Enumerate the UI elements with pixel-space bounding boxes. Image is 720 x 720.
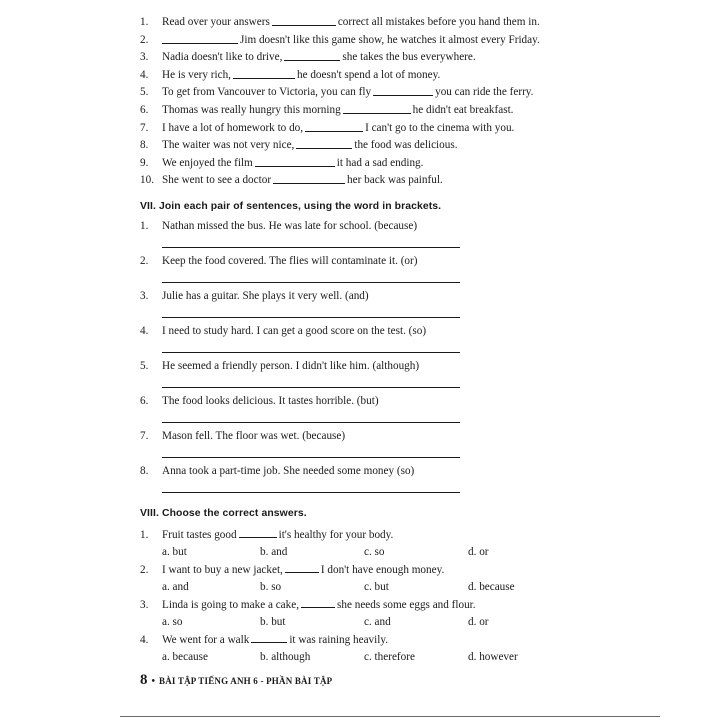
answer-line[interactable] [162,387,460,388]
list-item [140,14,580,32]
list-item [140,32,580,50]
section-7-heading: VII. Join each pair of sentences, using the word in brackets. [140,201,442,212]
item-text: He seemed a friendly person. I didn't like him. (although) [162,360,420,372]
bullet-separator: • [151,676,156,687]
option-c[interactable]: c. therefore [364,650,415,663]
section-7-list [140,219,580,499]
answer-blank[interactable] [273,172,345,184]
answer-line[interactable] [162,492,460,493]
item-number: 5. [140,360,149,372]
page-footer [140,672,332,689]
item-number: 7. [140,430,149,442]
option-d[interactable]: d. because [468,580,515,593]
book-title: BÀI TẬP TIẾNG ANH 6 - PHẦN BÀI TẬP [159,676,333,686]
sentence-start: She went to see a doctor [162,174,272,187]
sentence-start: We enjoyed the film [162,156,253,169]
sentence-start: Fruit tastes good [162,529,237,541]
item-number: 9. [140,156,149,169]
option-a[interactable]: a. but [162,545,187,558]
sentence-start: We went for a walk [162,634,250,646]
item-number: 1. [140,529,149,541]
item-text: The food looks delicious. It tastes horrible. (but) [162,395,379,407]
sentence-start: I have a lot of homework to do, [162,121,304,134]
sentence-start: He is very rich, [162,68,231,81]
sentence-end: Jim doesn't like this game show, he watches it almost every Friday. [240,33,540,46]
sentence-end: correct all mistakes before you hand them in. [337,16,540,28]
option-b[interactable]: b. and [260,545,288,558]
sentence-start: Read over your answers [162,16,270,28]
item-text: Julie has a guitar. She plays it very well. (and) [162,290,369,302]
item-number: 6. [140,103,149,116]
list-item [140,49,580,67]
answer-line[interactable] [162,317,460,318]
option-c[interactable]: c. and [364,615,391,628]
answer-blank[interactable] [301,596,335,608]
item-number: 6. [140,395,149,407]
option-a[interactable]: a. so [162,615,183,628]
item-number: 1. [140,220,149,232]
item-text: Mason fell. The floor was wet. (because) [162,430,346,442]
answer-blank[interactable] [343,102,411,114]
answer-line[interactable] [162,352,460,353]
list-item [140,219,580,254]
item-number: 3. [140,51,149,64]
page-number: 8 [140,672,148,688]
options-row [140,544,580,562]
option-c[interactable]: c. so [364,545,385,558]
sentence-end: I don't have enough money. [320,564,445,576]
item-number: 8. [140,139,149,152]
answer-blank[interactable] [284,49,340,61]
answer-blank[interactable] [239,526,277,538]
sentence-end: she takes the bus everywhere. [342,51,476,64]
sentence-start: Nadia doesn't like to drive, [162,51,283,64]
option-b[interactable]: b. although [260,650,311,663]
option-d[interactable]: d. or [468,545,489,558]
sentence-start: To get from Vancouver to Victoria, you can fly [162,86,372,99]
sentence-end: he didn't eat breakfast. [412,103,514,116]
option-d[interactable]: d. or [468,615,489,628]
item-number: 4. [140,68,149,81]
item-text: Keep the food covered. The flies will contaminate it. (or) [162,255,418,267]
question [140,596,580,614]
answer-line[interactable] [162,282,460,283]
item-number: 7. [140,121,149,134]
option-a[interactable]: a. because [162,650,208,663]
question [140,631,580,649]
answer-blank[interactable] [296,137,352,149]
list-item [140,394,580,429]
sentence-start: Linda is going to make a cake, [162,599,300,611]
item-number: 3. [140,599,149,611]
list-item [140,254,580,289]
list-item [140,120,580,138]
answer-blank[interactable] [272,14,336,26]
options-row [140,649,580,667]
answer-blank[interactable] [251,631,287,643]
section-8-list [140,526,580,666]
item-number: 1. [140,16,149,28]
answer-line[interactable] [162,422,460,423]
list-item [140,324,580,359]
sentence-start: I want to buy a new jacket, [162,564,283,576]
list-item [140,67,580,85]
list-item [140,172,580,190]
list-item [140,84,580,102]
list-item [140,102,580,120]
answer-blank[interactable] [162,32,238,44]
answer-blank[interactable] [233,67,295,79]
list-item [140,429,580,464]
answer-blank[interactable] [305,120,363,132]
answer-blank[interactable] [255,155,335,167]
list-item [140,289,580,324]
sentence-end: it's healthy for your body. [278,529,394,541]
answer-line[interactable] [162,247,460,248]
option-b[interactable]: b. but [260,615,286,628]
sentence-end: the food was delicious. [354,139,458,152]
answer-line[interactable] [162,457,460,458]
list-item [140,359,580,394]
sentence-end: you can ride the ferry. [435,86,534,99]
item-number: 4. [140,634,149,646]
sentence-end: it had a sad ending. [336,156,424,169]
sentence-end: she needs some eggs and flour. [337,599,476,611]
list-item [140,464,580,499]
item-text: Anna took a part-time job. She needed some money (so) [162,465,415,477]
option-b[interactable]: b. so [260,580,282,593]
item-number: 3. [140,290,149,302]
sentence-end: I can't go to the cinema with you. [365,121,515,134]
item-number: 8. [140,465,149,477]
section-6-list [140,14,580,190]
item-text: Nathan missed the bus. He was late for school. (because) [162,220,418,232]
item-number: 10. [140,174,154,187]
question [140,561,580,579]
options-row [140,579,580,597]
list-item [140,137,580,155]
item-number: 5. [140,86,149,99]
sentence-start: The waiter was not very nice, [162,139,295,152]
item-number: 2. [140,564,149,576]
bottom-rule [120,716,660,717]
item-number: 4. [140,325,149,337]
section-8-heading: VIII. Choose the correct answers. [140,508,307,519]
answer-blank[interactable] [373,84,433,96]
item-number: 2. [140,255,149,267]
sentence-end: he doesn't spend a lot of money. [296,68,441,81]
item-number: 2. [140,33,149,46]
options-row [140,614,580,632]
item-text: I need to study hard. I can get a good score on the test. (so) [162,325,427,337]
question [140,526,580,544]
sentence-end: it was raining heavily. [289,634,389,646]
option-c[interactable]: c. but [364,580,389,593]
option-a[interactable]: a. and [162,580,189,593]
sentence-start: Thomas was really hungry this morning [162,103,341,116]
sentence-end: her back was painful. [347,174,443,187]
option-d[interactable]: d. however [468,650,518,663]
answer-blank[interactable] [285,561,319,573]
list-item [140,155,580,173]
